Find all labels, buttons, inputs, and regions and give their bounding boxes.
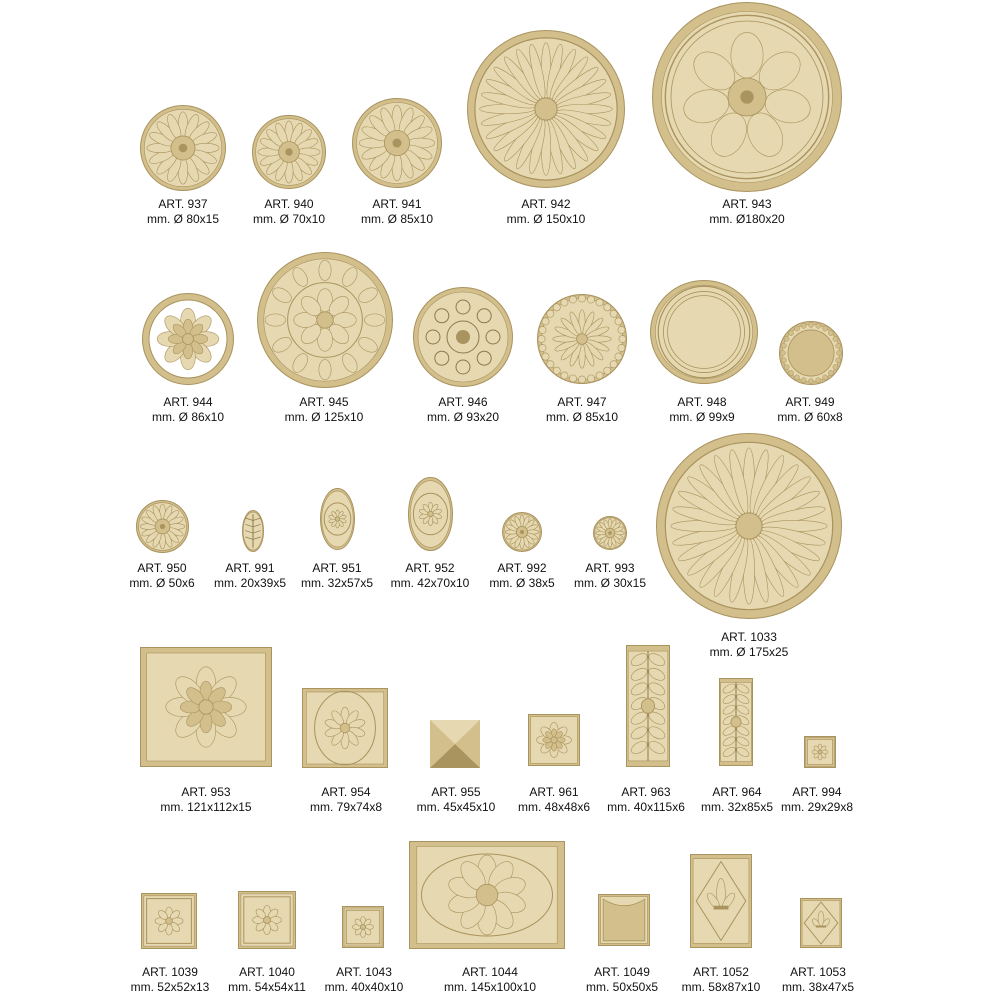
square-rosette-icon xyxy=(342,906,384,948)
article-number: ART. 943 xyxy=(722,197,772,211)
article-number: ART. 991 xyxy=(225,561,275,575)
article-number: ART. 953 xyxy=(181,785,231,799)
dimensions: mm. Ø 60x8 xyxy=(777,410,843,424)
article-number: ART. 954 xyxy=(321,785,371,799)
dimensions: mm. Ø180x20 xyxy=(709,212,785,226)
article-number: ART. 1040 xyxy=(239,965,295,979)
rosette-icon xyxy=(593,516,627,550)
acanthus-panel-icon xyxy=(719,678,753,766)
beaded-rosette-icon xyxy=(537,294,627,384)
item-caption xyxy=(649,630,849,660)
dimensions: mm. 32x85x5 xyxy=(700,800,774,814)
article-number: ART. 1033 xyxy=(721,630,777,644)
item-caption xyxy=(446,197,646,227)
article-number: ART. 948 xyxy=(677,395,727,409)
dimensions: mm. Ø 80x15 xyxy=(146,212,220,226)
article-number: ART. 992 xyxy=(497,561,547,575)
article-number: ART. 942 xyxy=(521,197,571,211)
square-rosette-icon xyxy=(804,736,836,768)
dimensions: mm. 45x45x10 xyxy=(416,800,496,814)
article-number: ART. 945 xyxy=(299,395,349,409)
daisy-icon xyxy=(467,30,625,188)
dimensions: mm. 79x74x8 xyxy=(309,800,383,814)
dimensions: mm. 121x112x15 xyxy=(160,800,252,814)
article-number: ART. 961 xyxy=(529,785,579,799)
leaf-rosette-icon xyxy=(140,647,272,767)
dimensions: mm. Ø 30x15 xyxy=(573,576,647,590)
dimensions: mm. 32x57x5 xyxy=(300,576,374,590)
dimensions: mm. Ø 38x5 xyxy=(489,576,555,590)
dimensions: mm. Ø 85x10 xyxy=(360,212,434,226)
oval-rosette-icon xyxy=(320,488,355,550)
dimensions: mm. Ø 99x9 xyxy=(669,410,735,424)
article-number: ART. 963 xyxy=(621,785,671,799)
acanthus-rosette-icon xyxy=(257,252,393,388)
dimensions: mm. Ø 125x10 xyxy=(284,410,364,424)
dimensions: mm. Ø 70x10 xyxy=(252,212,326,226)
oval-rosette-icon xyxy=(408,477,453,551)
article-number: ART. 1044 xyxy=(462,965,518,979)
dimensions: mm. 48x48x6 xyxy=(517,800,591,814)
petal-flower-icon xyxy=(652,2,842,192)
fleur-de-lis-icon xyxy=(690,854,752,948)
acanthus-panel-icon xyxy=(626,645,670,767)
rosette-icon xyxy=(252,115,326,189)
dimensions: mm. Ø 150x10 xyxy=(506,212,586,226)
dimensions: mm. Ø 175x25 xyxy=(709,645,789,659)
article-number: ART. 941 xyxy=(372,197,422,211)
article-number: ART. 1053 xyxy=(790,965,846,979)
article-number: ART. 951 xyxy=(312,561,362,575)
rosette-icon xyxy=(140,105,226,191)
daisy-icon xyxy=(656,433,842,619)
rosette-icon xyxy=(502,512,542,552)
article-number: ART. 952 xyxy=(405,561,455,575)
plain-dome-icon xyxy=(779,321,843,385)
dimensions: mm. 42x70x10 xyxy=(390,576,470,590)
dimensions: mm. 40x40x10 xyxy=(324,980,404,994)
article-number: ART. 944 xyxy=(163,395,213,409)
article-number: ART. 949 xyxy=(785,395,835,409)
dimensions: mm. 50x50x5 xyxy=(585,980,659,994)
item-caption xyxy=(717,785,917,815)
item-caption xyxy=(718,965,918,995)
article-number: ART. 1039 xyxy=(142,965,198,979)
rosette-icon xyxy=(136,500,189,553)
square-rosette-icon xyxy=(238,891,296,949)
dimensions: mm. Ø 50x6 xyxy=(129,576,195,590)
dimensions: mm. 20x39x5 xyxy=(213,576,287,590)
dimensions: mm. 54x54x11 xyxy=(228,980,306,994)
article-number: ART. 1043 xyxy=(336,965,392,979)
leaf-rosette-icon xyxy=(142,293,234,385)
dimensions: mm. 145x100x10 xyxy=(443,980,537,994)
article-number: ART. 993 xyxy=(585,561,635,575)
oval-flower-icon xyxy=(409,841,565,949)
article-number: ART. 994 xyxy=(792,785,842,799)
dimensions: mm. Ø 93x20 xyxy=(426,410,500,424)
oval-rosette-icon xyxy=(302,688,388,768)
plain-ring-icon xyxy=(650,280,758,384)
circles-rosette-icon xyxy=(413,287,513,387)
dimensions: mm. Ø 85x10 xyxy=(545,410,619,424)
rosette-icon xyxy=(352,98,442,188)
article-number: ART. 937 xyxy=(158,197,208,211)
article-number: ART. 1049 xyxy=(594,965,650,979)
dimensions: mm. 40x115x6 xyxy=(607,800,685,814)
article-number: ART. 955 xyxy=(431,785,481,799)
article-number: ART. 946 xyxy=(438,395,488,409)
dimensions: mm. 29x29x8 xyxy=(780,800,854,814)
square-rosette-icon xyxy=(141,893,197,949)
dimensions: mm. Ø 86x10 xyxy=(151,410,225,424)
dimensions: mm. 52x52x13 xyxy=(130,980,210,994)
scalloped-icon xyxy=(598,894,650,946)
article-number: ART. 950 xyxy=(137,561,187,575)
fleur-de-lis-icon xyxy=(800,898,842,948)
article-number: ART. 940 xyxy=(264,197,314,211)
leaf-icon xyxy=(242,510,264,552)
article-number: ART. 947 xyxy=(557,395,607,409)
item-caption xyxy=(647,197,847,227)
pyramid-icon xyxy=(430,720,480,768)
leaf-rosette-icon xyxy=(528,714,580,766)
article-number: ART. 1052 xyxy=(693,965,749,979)
dimensions: mm. 58x87x10 xyxy=(681,980,761,994)
dimensions: mm. 38x47x5 xyxy=(781,980,855,994)
article-number: ART. 964 xyxy=(712,785,762,799)
item-caption xyxy=(710,395,910,425)
